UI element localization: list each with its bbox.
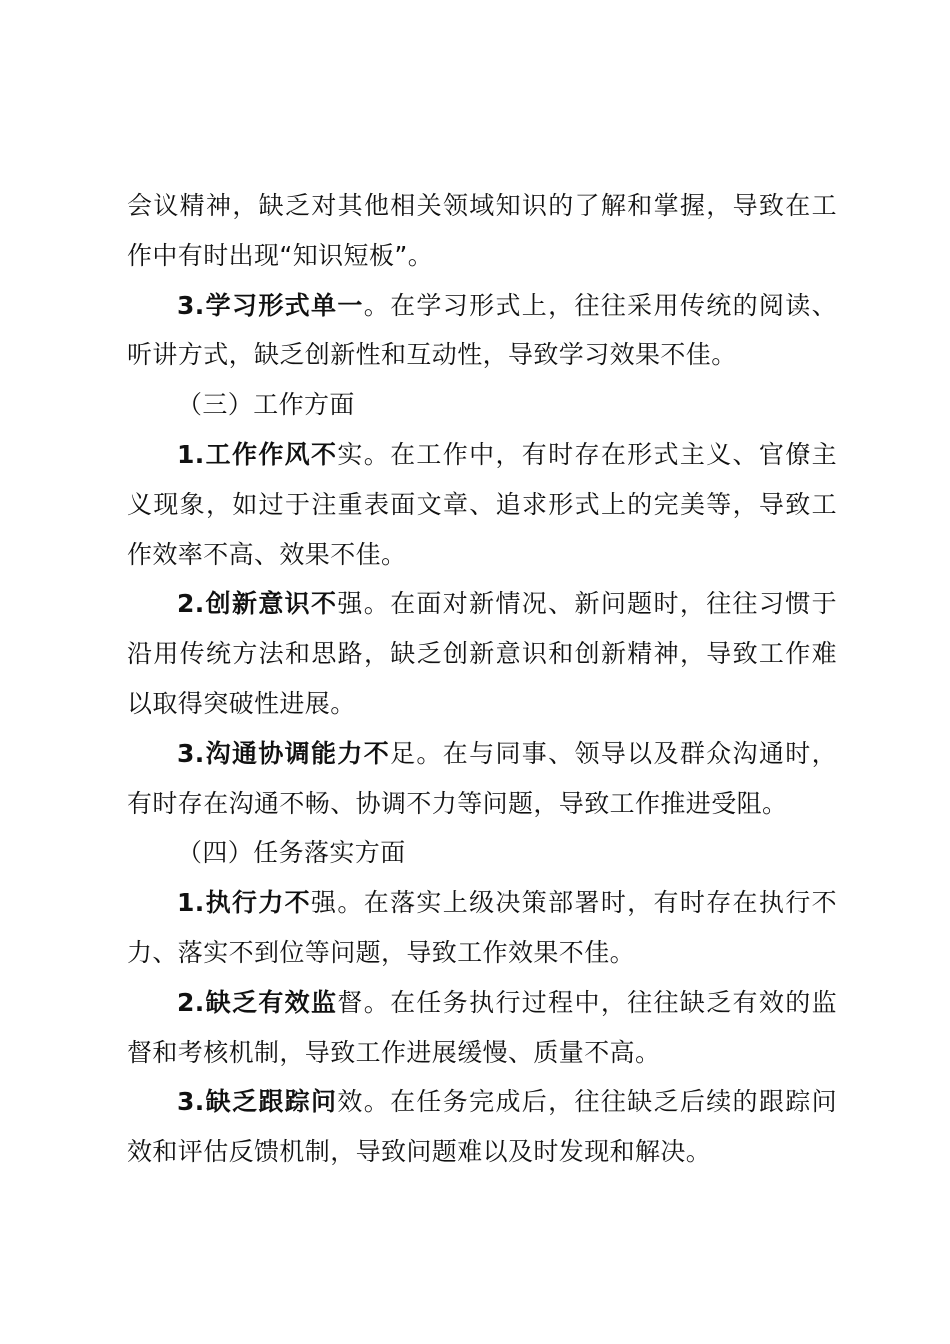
paragraph-lead: 3.沟通协调能力不 <box>177 738 391 768</box>
section-heading-text: （三）工作方面 <box>177 390 355 420</box>
paragraph-continued <box>127 181 837 281</box>
paragraph-lead: 3.缺乏跟踪问 <box>177 1087 338 1117</box>
document-body <box>127 181 837 1177</box>
paragraph-execution <box>127 878 837 978</box>
paragraph-lead: 1.执行力不 <box>177 888 312 918</box>
paragraph-lead: 1.工作作风不 <box>177 439 338 469</box>
paragraph-text: 会议精神，缺乏对其他相关领域知识的了解和掌握，导致在工作中有时出现“知识短板”。 <box>127 191 837 270</box>
paragraph-follow-up <box>127 1077 837 1177</box>
paragraph-text: 督。在任务执行过程中，往往缺乏有效的监督和考核机制，导致工作进展缓慢、质量不高。 <box>127 987 837 1067</box>
section-heading-text: （四）任务落实方面 <box>177 838 406 868</box>
paragraph-text: 效。在任务完成后，往往缺乏后续的跟踪问效和评估反馈机制，导致问题难以及时发现和解决。 <box>127 1087 837 1167</box>
paragraph-supervision <box>127 978 837 1078</box>
paragraph-communication <box>127 729 837 829</box>
paragraph-text: 强。在面对新情况、新问题时，往往习惯于沿用传统方法和思路，缺乏创新意识和创新精神，导致工作难以取得突破性进展。 <box>127 589 837 718</box>
paragraph-text: 强。在落实上级决策部署时，有时存在执行不力、落实不到位等问题，导致工作效果不佳。 <box>127 888 837 967</box>
section-heading-work <box>127 380 837 430</box>
paragraph-text: 实。在工作中，有时存在形式主义、官僚主义现象，如过于注重表面文章、追求形式上的完美等，导致工作效率不高、效果不佳。 <box>127 439 837 569</box>
paragraph-lead: 2.缺乏有效监 <box>177 987 338 1017</box>
paragraph-text: 。在学习形式上，往往采用传统的阅读、听讲方式，缺乏创新性和互动性，导致学习效果不佳。 <box>127 290 838 370</box>
paragraph-lead: 2.创新意识不 <box>177 589 338 619</box>
paragraph-innovation <box>127 579 837 728</box>
paragraph-text: 足。在与同事、领导以及群众沟通时，有时存在沟通不畅、协调不力等问题，导致工作推进受阻。 <box>127 738 837 818</box>
paragraph-work-style <box>127 430 837 579</box>
paragraph-lead: 3.学习形式单一 <box>177 290 364 320</box>
paragraph-study-form <box>127 281 837 381</box>
section-heading-tasks <box>127 828 837 878</box>
